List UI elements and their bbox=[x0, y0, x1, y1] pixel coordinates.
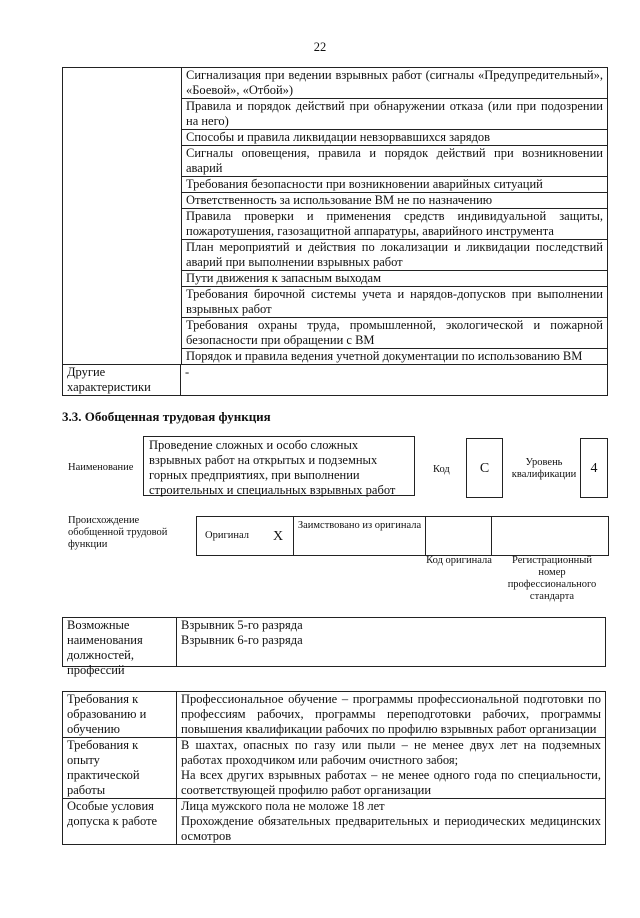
table-row: Сигнализация при ведении взрывных работ (сигналы «Предупредительный», «Боевой», «Отбой») bbox=[182, 68, 607, 99]
code-value: C bbox=[466, 438, 503, 498]
origin-label: Происхождение обобщенной трудовой функции bbox=[68, 515, 168, 550]
table-row: Требования охраны труда, промышленной, экологической и пожарной безопасности при обращении с ВМ bbox=[182, 318, 607, 349]
table-row: Порядок и правила ведения учетной документации по использованию ВМ bbox=[186, 349, 583, 363]
positions-label: Возможные наименования должностей, профессий bbox=[63, 618, 177, 666]
original-mark: X bbox=[263, 517, 294, 555]
table-row: Правила проверки и применения средств индивидуальной защиты, пожаротушения, газозащитной аппаратуры, аварийного инструмента bbox=[182, 209, 607, 240]
code-label: Код bbox=[433, 464, 450, 475]
other-characteristics-value: - bbox=[185, 365, 190, 379]
table-row bbox=[63, 692, 605, 738]
section-title: 3.3. Обобщенная трудовая функция bbox=[62, 409, 271, 424]
reg-number-caption: Регистрационный номер профессионального стандарта bbox=[507, 555, 597, 602]
knowledge-table bbox=[62, 67, 608, 396]
other-characteristics-row bbox=[63, 364, 607, 395]
table-row: Требования бирочной системы учета и нарядов-допусков при выполнении взрывных работ bbox=[182, 287, 607, 318]
table-row bbox=[63, 799, 605, 844]
table-row: Ответственность за использование ВМ не по назначению bbox=[182, 193, 607, 209]
positions-table bbox=[62, 617, 606, 677]
table-row: Пути движения к запасным выходам bbox=[182, 271, 607, 287]
page-number: 22 bbox=[313, 40, 327, 54]
admission-value bbox=[177, 799, 605, 844]
list-item: Взрывник 6-го разряда bbox=[181, 633, 303, 647]
education-label: Требования к образованию и обучению bbox=[63, 692, 177, 737]
table-label-cell bbox=[63, 68, 182, 365]
table-row: Требования безопасности при возникновении аварийных ситуаций bbox=[182, 177, 607, 193]
table-row: План мероприятий и действия по локализации и ликвидации последствий аварий при выполнении взрывных работ bbox=[182, 240, 607, 271]
positions-values bbox=[177, 618, 605, 666]
education-value bbox=[177, 692, 605, 737]
other-characteristics-label: Другие характеристики bbox=[63, 365, 181, 395]
origin-table bbox=[196, 516, 609, 556]
requirement-line: Лица мужского пола не моложе 18 лет bbox=[181, 799, 385, 813]
requirement-line: Прохождение обязательных предварительных и периодических медицинских осмотров bbox=[181, 814, 601, 843]
requirement-line: На всех других взрывных работах – не менее одного года по специальности, соответствующей профилю работ организации bbox=[181, 768, 601, 797]
requirements-table bbox=[62, 691, 606, 845]
level-label: Уровень квалификации bbox=[511, 457, 577, 480]
original-code-cell bbox=[426, 517, 492, 555]
table-row: Правила и порядок действий при обнаружении отказа (или при подозрении на него) bbox=[182, 99, 607, 130]
table-row: Сигналы оповещения, правила и порядок действий при возникновении аварий bbox=[182, 146, 607, 177]
name-label: Наименование bbox=[68, 462, 134, 473]
reg-number-cell bbox=[492, 517, 608, 555]
table-row: Способы и правила ликвидации невзорвавшихся зарядов bbox=[182, 130, 607, 146]
experience-value bbox=[177, 738, 605, 798]
experience-label: Требования к опыту практической работы bbox=[63, 738, 177, 798]
knowledge-rows bbox=[182, 68, 607, 364]
requirement-line: В шахтах, опасных по газу или пыли – не менее двух лет на подземных работах проходчиком или рабочим очистного забоя; bbox=[181, 738, 601, 767]
level-value: 4 bbox=[580, 438, 608, 498]
original-code-caption: Код оригинала bbox=[426, 555, 492, 566]
list-item: Взрывник 5-го разряда bbox=[181, 618, 303, 632]
admission-label: Особые условия допуска к работе bbox=[63, 799, 177, 844]
table-row bbox=[63, 738, 605, 799]
original-label: Оригинал bbox=[205, 530, 249, 541]
borrowed-label: Заимствовано из оригинала bbox=[294, 517, 426, 555]
requirement-line: Профессиональное обучение – программы профессиональной подготовки по профессиям рабочих, программы переподготовки рабочих, программы повышения квалификации рабочих по профилю взрывных работ организации bbox=[181, 692, 601, 736]
function-name-box: Проведение сложных и особо сложных взрывных работ на открытых и подземных горных предприятиях, при выполнении строительных и специальных взрывных работ bbox=[143, 436, 415, 496]
